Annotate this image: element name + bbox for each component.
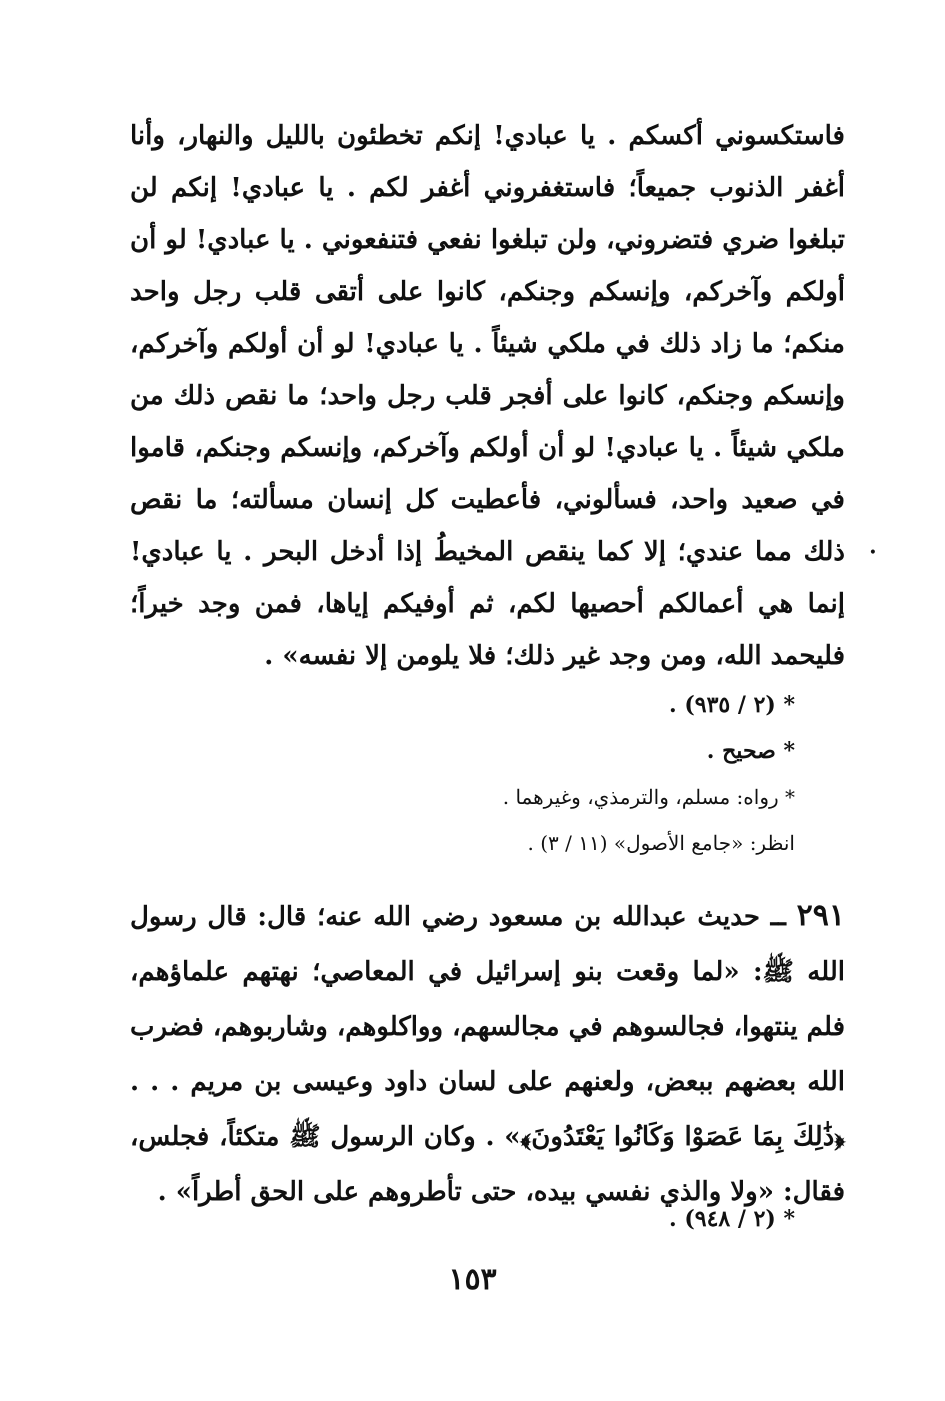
- margin-mark: •: [868, 545, 877, 561]
- hadith-290-grade: * صحيح .: [706, 738, 795, 764]
- hadith-290-narrators: * رواه: مسلم، والترمذي، وغيرهما .: [502, 785, 795, 809]
- hadith-291: [130, 888, 845, 1220]
- hadith-291-text: ــ حديث عبدالله بن مسعود رضي الله عنه؛ قال: قال رسول الله ﷺ: «لما وقعت بنو إسرائيل في المعاصي؛ نهتهم علماؤهم، فلم ينتهوا، فجالسوهم في مجالسهم، وواكلوهم، وشاربوهم، فضرب الله بعضهم ببعض، ولعنهم على لسان داود وعيسى بن مريم . . . ﴿ذَٰلِكَ بِمَا عَصَوْا وَكَانُوا يَعْتَدُونَ﴾» . وكان الرسول ﷺ متكئاً، فجلس، فقال: «ولا والذي نفسي بيده، حتى تأطروهم على الحق أطراً» .: [130, 902, 845, 1207]
- hadith-290-text: فاستكسوني أكسكم . يا عبادي! إنكم تخطئون بالليل والنهار، وأنا أغفر الذنوب جميعاً؛ فاستغفروني أغفر لكم . يا عبادي! إنكم لن تبلغوا ضري فتضروني، ولن تبلغوا نفعي فتنفعوني . يا عبادي! لو أن أولكم وآخركم، وإنسكم وجنكم، كانوا على أتقى قلب رجل واحد منكم؛ ما زاد ذلك في ملكي شيئاً . يا عبادي! لو أن أولكم وآخركم، وإنسكم وجنكم، كانوا على أفجر قلب رجل واحد؛ ما نقص ذلك من ملكي شيئاً . يا عبادي! لو أن أولكم وآخركم، وإنسكم وجنكم، قاموا في صعيد واحد، فسألوني، فأعطيت كل إنسان مسألته؛ ما نقص ذلك مما عندي؛ إلا كما ينقص المخيطُ إذا أدخل البحر . يا عبادي! إنما هي أعمالكم أحصيها لكم، ثم أوفيكم إياها، فمن وجد خيراً؛ فليحمد الله، ومن وجد غير ذلك؛ فلا يلومن إلا نفسه» .: [130, 121, 845, 671]
- hadith-290-reference: * (٢ / ٩٣٥) .: [669, 692, 795, 718]
- page-number: ١٥٣: [448, 1262, 497, 1297]
- hadith-291-number: ٢٩١: [796, 898, 845, 933]
- hadith-291-reference: * (٢ / ٩٤٨) .: [669, 1206, 795, 1232]
- hadith-290-notes: [155, 682, 795, 866]
- hadith-291-body: [130, 888, 845, 1220]
- hadith-290-see-also: انظر: «جامع الأصول» (١١ / ٣) .: [527, 831, 795, 855]
- hadith-290-continuation: [130, 110, 845, 682]
